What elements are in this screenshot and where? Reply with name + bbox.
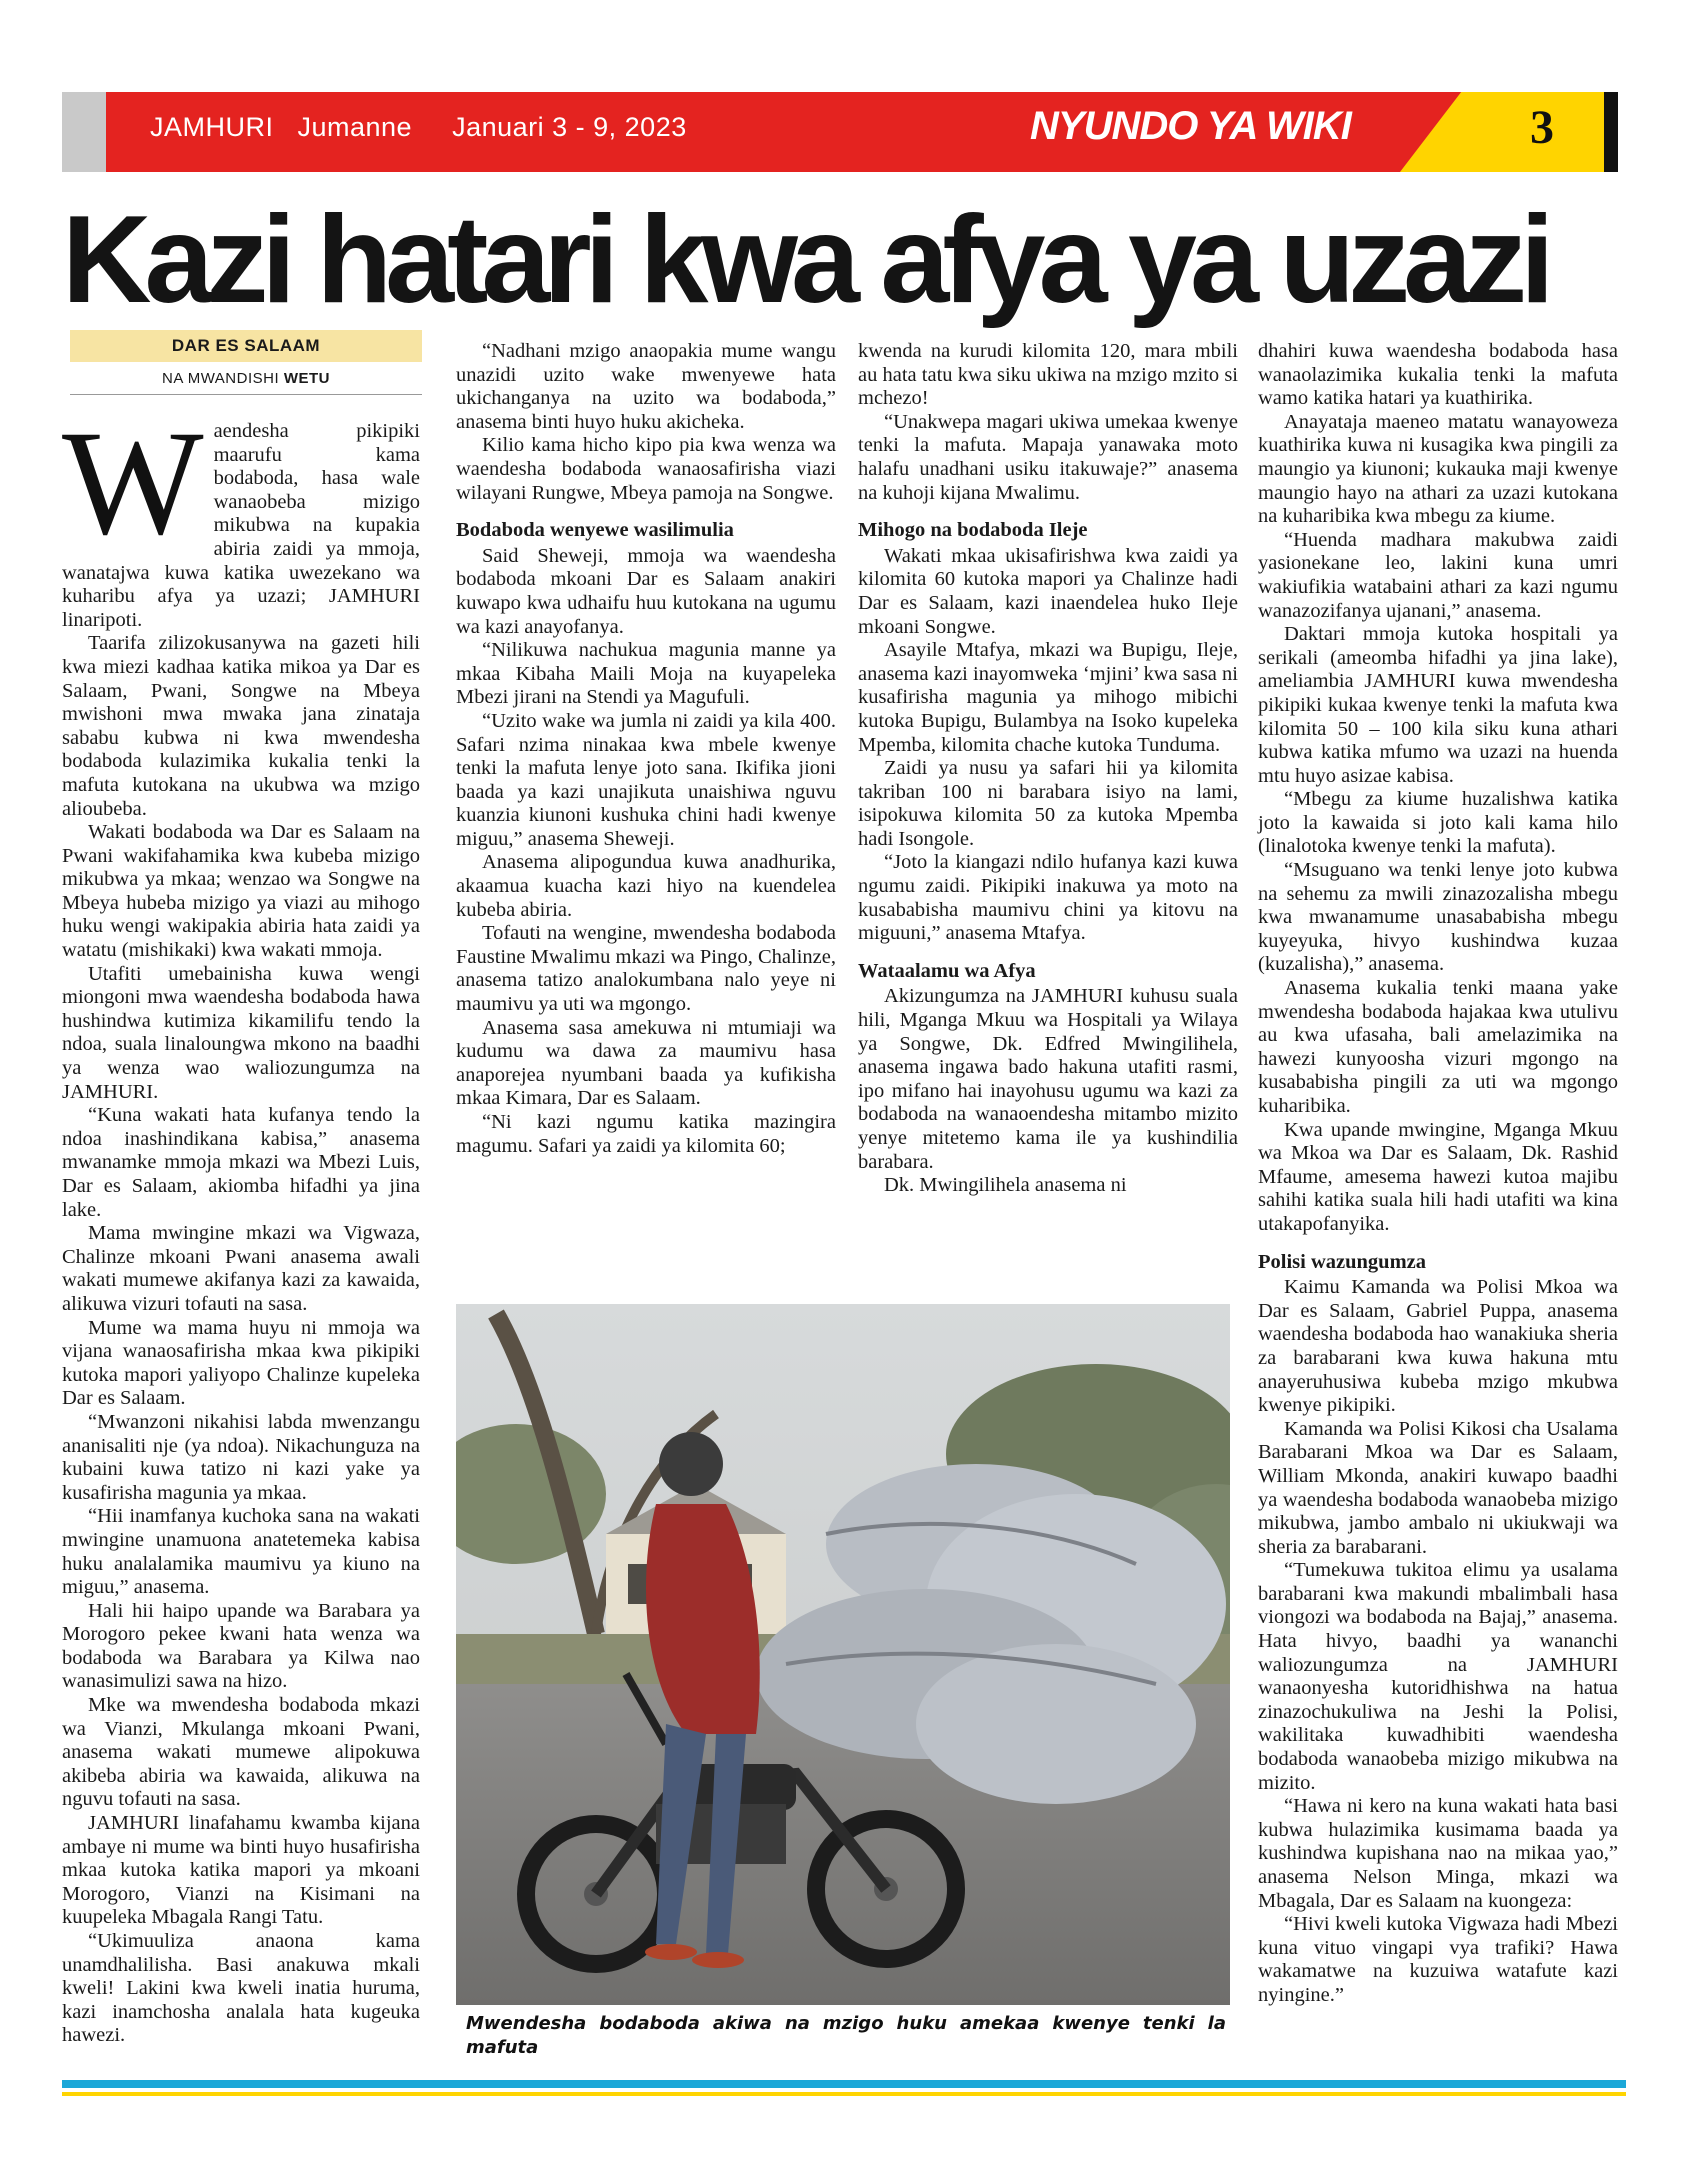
paragraph: “Uzito wake wa jumla ni zaidi ya kila 400. Safari nzima ninakaa kwa mbele kwenye tenki la mafuta lenye joto sana. Ikifika jioni baada ya kazi unajikuta unaishiwa nguvu kuanzia kiunoni kushuka chini hadi kwenye miguu,” anasema Sheweji. — [456, 709, 836, 850]
subheading: Bodaboda wenyewe wasilimulia — [456, 519, 734, 542]
paragraph: dhahiri kuwa waendesha bodaboda hasa wanaolazimika kukalia tenki la mafuta wamo katika hatari ya kuathirika. — [1258, 340, 1618, 410]
footer-yellow-rule — [62, 2092, 1626, 2096]
article-column-4 — [1258, 340, 1618, 2008]
byline-prefix: NA MWANDISHI — [162, 370, 280, 387]
paragraph: Daktari mmoja kutoka hospitali ya serikali (ameomba hifadhi ya jina lake), ameliambia JAMHURI kuwa mwendesha pikipiki kukaa kwenye tenki la mafuta kwa kilomita 50 – 100 kila siku kuna athari kubwa katika mfumo wa uzazi na huenda mtu huyo asizae kabisa. — [1258, 623, 1618, 787]
byline — [70, 370, 422, 387]
paragraph: Said Sheweji, mmoja wa waendesha bodaboda mkoani Dar es Salaam anakiri kuwapo kwa udhaifu huu kutokana na ugumu wa kazi anayofanya. — [456, 544, 836, 638]
paragraph: “Tumekuwa tukitoa elimu ya usalama barabarani kwa makundi mbalimbali hasa viongozi wa bodaboda na Bajaj,” anasema. Hata hivyo, baadhi ya wananchi waliozungumza na JAMHURI wanaonyesha kutoridhishwa na hatua zinazochukuliwa na Jeshi la Polisi, wakilitaka kuwadhibiti waendesha bodaboda wanaobeba mizigo mikubwa na mizito. — [1258, 1559, 1618, 1794]
paragraph: “Msuguano wa tenki lenye joto kubwa na sehemu za mwili zinazozalisha mbegu kwa mwanamume unasababisha mbegu kuyeyuka, hivyo kushindwa kuzaa (kuzalisha),” anasema. — [1258, 859, 1618, 976]
paragraph: “Hii inamfanya kuchoka sana na wakati mwingine unamuona anatetemeka kabisa huku analalamika maumivu ya kiuno na miguu,” anasema. — [62, 1505, 420, 1599]
paragraph: Hali hii haipo upande wa Barabara ya Morogoro pekee kwani hata wenza wa bodaboda wa Barabara ya Kilwa nao wanasimulizi sawa na hizo. — [62, 1599, 420, 1693]
paragraph: Kilio kama hicho kipo pia kwa wenza wa waendesha bodaboda wanaosafirisha viazi wilayani Rungwe, Mbeya pamoja na Songwe. — [456, 434, 836, 504]
byline-name: WETU — [283, 370, 330, 387]
paragraph: “Nadhani mzigo anaopakia mume wangu unazidi uzito wake mwenyewe hata ukichanganya na uzito wa bodaboda,” anasema binti huyo huku akicheka. — [456, 340, 836, 433]
article-column-3 — [858, 340, 1238, 1198]
bodaboda-photo — [456, 1304, 1230, 2005]
byline-divider — [70, 394, 422, 395]
paragraph: “Mwanzoni nikahisi labda mwenzangu ananisaliti nje (ya ndoa). Nikachunguza na kubaini kuwa tatizo ni kazi yake ya kusafirisha magunia ya mkaa. — [62, 1410, 420, 1504]
paragraph: Wakati mkaa ukisafirishwa kwa zaidi ya kilomita 60 kutoka mapori ya Chalinze hadi Dar es Salaam, kazi inaendelea huko Ileje mkoani Songwe. — [858, 544, 1238, 638]
paragraph: Anayataja maeneo matatu wanayoweza kuathirika kuwa ni kusagika kwa pingili za maungio ya kiunoni; kukauka maji kwenye maungio hayo na athari za uzazi kutokana na kuharibika kwa mbegu za kiume. — [1258, 410, 1618, 528]
headline: Kazi hatari kwa afya ya uzazi — [62, 191, 1548, 329]
newspaper-name-date: JAMHURI Jumanne Januari 3 - 9, 2023 — [150, 112, 687, 142]
subheading: Wataalamu wa Afya — [858, 959, 1036, 982]
paragraph: “Huenda madhara makubwa zaidi yasionekane leo, lakini kuna umri wakiufikia watabaini athari za kazi ngumu wanazozifanya ujanani,” anasema. — [1258, 528, 1618, 622]
photo-caption: Mwendesha bodaboda akiwa na mzigo huku amekaa kwenye tenki la mafuta — [466, 2013, 1226, 2058]
paragraph: Kamanda wa Polisi Kikosi cha Usalama Barabarani Mkoa wa Dar es Salaam, William Mkonda, anakiri kuwapo baadhi ya waendesha bodaboda wanaobeba mizigo mikubwa, jambo ambalo ni ukiukwaji wa sheria za barabarani. — [1258, 1417, 1618, 1558]
article-column-2 — [456, 340, 836, 1158]
paragraph: Anasema alipogundua kuwa anadhurika, akaamua kuacha kazi hiyo na kuendelea kubeba abiria. — [456, 851, 836, 921]
paragraph: “Nilikuwa nachukua magunia manne ya mkaa Kibaha Maili Moja na kuyapeleka Mbezi jirani na Stendi ya Magufuli. — [456, 639, 836, 709]
header-black-bar — [1604, 92, 1618, 172]
article-column-1 — [62, 400, 420, 2048]
paragraph: Kaimu Kamanda wa Polisi Mkoa wa Dar es Salaam, Gabriel Puppa, anasema waendesha bodaboda hao wanakiuka sheria za barabarani kwa kuwa hakuna mtu anayeruhusiwa kubeba mzigo mkubwa kwenye pikipiki. — [1258, 1276, 1618, 1417]
subheading: Mihogo na bodaboda Ileje — [858, 519, 1088, 542]
paragraph: “Hawa ni kero na kuna wakati hata basi kubwa hulazimika kusimama baada ya kushindwa kupishana nao na mikaa yao,” anasema Nelson Minga, mkazi wa Mbagala, Dar es Salaam na kuongeza: — [1258, 1795, 1618, 1912]
paragraph: Asayile Mtafya, mkazi wa Bupigu, Ileje, anasema kazi inayomweka ‘mjini’ kwa sasa ni kusafirisha magunia ya mihogo mibichi kutoka Bupigu, Bulambya na Isoko kupeleka Mpemba, kilomita chache kutoka Tunduma. — [858, 639, 1238, 756]
paragraph: Utafiti umebainisha kuwa wengi miongoni mwa waendesha bodaboda hawa hushindwa kutimiza kikamilifu tendo la ndoa, suala linaloungwa mkono na baadhi ya wenza wao waliozungumza na JAMHURI. — [62, 962, 420, 1103]
paragraph: aendesha pikipiki maarufu kama bodaboda, hasa wale wanaobeba mizigo mikubwa na kupakia abiria zaidi ya mmoja, wanatajwa kuwa katika uwezekano wa kuharibu afya ya uzazi; JAMHURI linaripoti. — [62, 420, 420, 631]
section-title: NYUNDO YA WIKI — [1030, 104, 1351, 148]
subheading: Polisi wazungumza — [1258, 1250, 1426, 1273]
paragraph: Mama mwingine mkazi wa Vigwaza, Chalinze mkoani Pwani anasema awali wakati mumewe akifanya kazi za kawaida, alikuwa vizuri tofauti na sasa. — [62, 1222, 420, 1315]
paragraph: “Mbegu za kiume huzalishwa katika joto la kawaida si joto kali kama hilo (linalotoka kwenye tenki la mafuta). — [1258, 788, 1618, 858]
paragraph: Mke wa mwendesha bodaboda mkazi wa Vianzi, Mkulanga mkoani Pwani, anasema wakati mumewe alipokuwa akibeba abiria wa kawaida, alikuwa na nguvu tofauti na sasa. — [62, 1694, 420, 1811]
paragraph: “Joto la kiangazi ndilo hufanya kazi kuwa ngumu zaidi. Pikipiki inakuwa ya moto na kusababisha maumivu chini ya kitovu na miguuni,” anasema Mtafya. — [858, 851, 1238, 945]
paragraph: “Ni kazi ngumu katika mazingira magumu. Safari ya zaidi ya kilomita 60; — [456, 1111, 836, 1157]
dateline: DAR ES SALAAM — [70, 330, 422, 362]
paragraph: Tofauti na wengine, mwendesha bodaboda Faustine Mwalimu mkazi wa Pingo, Chalinze, anasema tatizo analokumbana nalo yeye ni maumivu ya uti wa mgongo. — [456, 922, 836, 1016]
paragraph: kwenda na kurudi kilomita 120, mara mbili au hata tatu kwa siku ukiwa na mzigo mzito si mchezo! — [858, 340, 1238, 410]
paragraph: JAMHURI linafahamu kwamba kijana ambaye ni mume wa binti huyo husafirisha mkaa kutoka katika mapori ya mkoani Morogoro, Vianzi na Kisimani na kuupeleka Mbagala Rangi Tatu. — [62, 1812, 420, 1929]
paragraph: “Unakwepa magari ukiwa umekaa kwenye tenki la mafuta. Mapaja yanawaka moto halafu unadhani usiku itakuwaje?” anasema na kuhoji kijana Mwalimu. — [858, 410, 1238, 504]
paragraph: “Kuna wakati hata kufanya tendo la ndoa inashindikana kabisa,” anasema mwanamke mmoja mkazi wa Mbezi Luis, Dar es Salaam, akiomba hifadhi ya jina lake. — [62, 1104, 420, 1221]
paragraph: Mume wa mama huyu ni mmoja wa vijana wanaosafirisha mkaa kwa pikipiki kutoka mapori yaliyopo Chalinze kupeleka Dar es Salaam. — [62, 1316, 420, 1410]
paragraph: Kwa upande mwingine, Mganga Mkuu wa Mkoa wa Dar es Salaam, Dk. Rashid Mfaume, amesema hawezi kutoa majibu sahihi katika suala hili hadi utafiti wa kina utakapofanyika. — [1258, 1118, 1618, 1235]
drop-cap: W — [62, 400, 204, 566]
paragraph: Zaidi ya nusu ya safari hii ya kilomita takriban 100 ni barabara isiyo na lami, isipokuwa kilomita 50 za kutoka Mpemba hadi Isongole. — [858, 757, 1238, 850]
footer-blue-rule — [62, 2080, 1626, 2088]
paragraph: “Ukimuuliza anaona kama unamdhalilisha. Basi anakuwa mkali kweli! Lakini kwa kweli inatia huruma, kazi inamchosha analala hata kugeuka hawezi. — [62, 1930, 420, 2047]
paragraph: Wakati bodaboda wa Dar es Salaam na Pwani wakifahamika kwa kubeba mizigo mikubwa ya mkaa; wenzao wa Songwe na Mbeya hubeba mizigo ya viazi au mihogo huku wengi wakipakia abiria hata zaidi ya watatu (mishikaki) kwa wakati mmoja. — [62, 821, 420, 962]
paragraph: Akizungumza na JAMHURI kuhusu suala hili, Mganga Mkuu wa Hospitali ya Wilaya ya Songwe, Dk. Edfred Mwingilihela, anasema ingawa bado hakuna utafiti rasmi, ipo mifano hai inayohusu ugumu wa kazi za bodaboda na wanaoendesha mitambo mizito yenye mitetemo kama ile ya kushindilia barabara. — [858, 985, 1238, 1173]
paragraph: “Hivi kweli kutoka Vigwaza hadi Mbezi kuna vituo vingapi vya trafiki? Hawa wakamatwe na kuzuiwa watafute kazi nyingine.” — [1258, 1913, 1618, 2006]
paragraph: Anasema sasa amekuwa ni mtumiaji wa kudumu wa dawa za maumivu hasa anaporejea nyumbani baada ya kufikisha mkaa Kimara, Dar es Salaam. — [456, 1016, 836, 1110]
paragraph: Dk. Mwingilihela anasema ni — [884, 1174, 1127, 1197]
paragraph: Taarifa zilizokusanywa na gazeti hili kwa miezi kadhaa katika mikoa ya Dar es Salaam, Pwani, Songwe na Mbeya mwishoni mwa mwaka jana zinataja sababu kubwa ni kwa mwendesha bodaboda kulazimika kukalia tenki la mafuta kutokana na ukubwa wa mzigo alioubeba. — [62, 632, 420, 820]
paragraph: Anasema kukalia tenki maana yake mwendesha bodaboda hajakaa kwa utulivu au kwa ufasaha, bali amelazimika na hawezi kunyoosha vizuri mgongo na kusababisha pingili za uti wa mgongo kuharibika. — [1258, 977, 1618, 1117]
page-number: 3 — [1530, 101, 1554, 154]
header-gray-block — [62, 92, 106, 172]
